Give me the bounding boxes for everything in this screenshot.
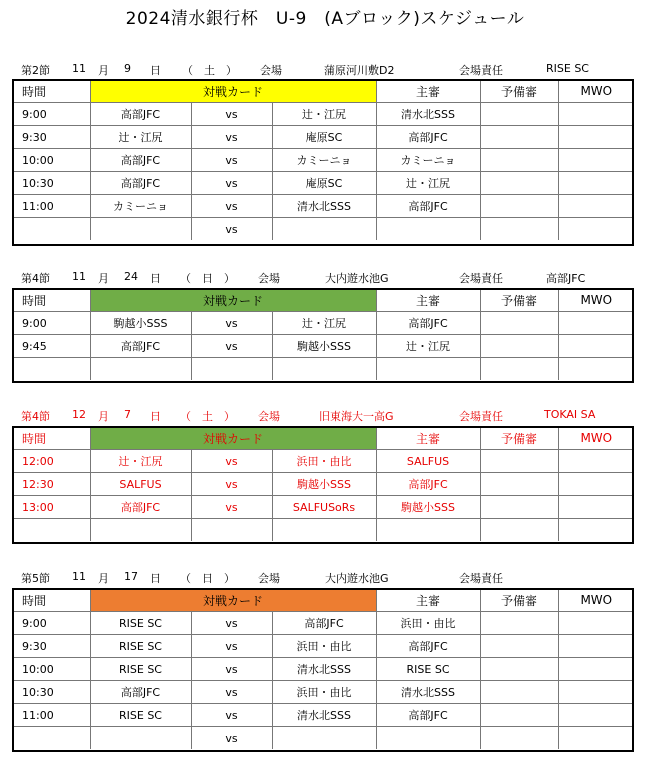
match-time: 9:30	[12, 635, 90, 658]
round-day: 24	[124, 270, 138, 283]
main-referee: SALFUS	[376, 450, 480, 473]
mwo-cell	[558, 103, 634, 126]
venue-name: 大内遊水池G	[325, 272, 389, 285]
main-referee	[376, 519, 480, 542]
day-unit: 日	[150, 272, 161, 285]
header-mwo: MWO	[558, 289, 634, 312]
round-number: 第5節	[21, 572, 50, 585]
away-team: 辻・江尻	[272, 103, 376, 126]
away-team: 清水北SSS	[272, 658, 376, 681]
match-time	[12, 519, 90, 542]
away-team: 駒越小SSS	[272, 473, 376, 496]
manager-label: 会場責任	[459, 64, 503, 77]
home-team: 高部JFC	[90, 149, 191, 172]
reserve-referee	[480, 218, 558, 241]
main-referee: 高部JFC	[376, 312, 480, 335]
round-day: 7	[124, 408, 131, 421]
away-team	[272, 519, 376, 542]
manager-label: 会場責任	[459, 272, 503, 285]
round-month: 11	[72, 570, 86, 583]
manager-label: 会場責任	[459, 572, 503, 585]
reserve-referee	[480, 103, 558, 126]
main-referee	[376, 358, 480, 381]
mwo-cell	[558, 473, 634, 496]
reserve-referee	[480, 635, 558, 658]
venue-label: 会場	[258, 410, 280, 423]
vs-label: vs	[191, 126, 272, 149]
manager-name: 高部JFC	[546, 272, 586, 285]
vs-label: vs	[191, 612, 272, 635]
header-main-ref: 主審	[376, 589, 480, 612]
mwo-cell	[558, 335, 634, 358]
round-info	[0, 62, 650, 76]
main-referee: 清水北SSS	[376, 103, 480, 126]
header-time: 時間	[22, 293, 47, 308]
round-weekday: （ 土 ）	[180, 410, 235, 423]
main-referee: 清水北SSS	[376, 681, 480, 704]
header-reserve-ref: 予備審	[480, 80, 558, 103]
header-main-ref: 主審	[376, 427, 480, 450]
day-unit: 日	[150, 410, 161, 423]
home-team: 辻・江尻	[90, 450, 191, 473]
reserve-referee	[480, 704, 558, 727]
table-row	[12, 727, 634, 750]
header-mwo: MWO	[558, 427, 634, 450]
round-month: 11	[72, 62, 86, 75]
reserve-referee	[480, 195, 558, 218]
venue-name: 旧東海大一高G	[319, 410, 394, 423]
table-row	[12, 103, 634, 126]
header-reserve-ref: 予備審	[480, 427, 558, 450]
schedule-table	[12, 589, 634, 749]
match-time: 9:00	[12, 103, 90, 126]
header-card: 対戦カード	[90, 289, 376, 312]
header-time: 時間	[22, 593, 47, 608]
vs-label	[191, 519, 272, 542]
vs-label: vs	[191, 635, 272, 658]
match-time	[12, 727, 90, 750]
mwo-cell	[558, 218, 634, 241]
round-day: 9	[124, 62, 131, 75]
table-row	[12, 126, 634, 149]
home-team	[90, 358, 191, 381]
match-time: 10:00	[12, 149, 90, 172]
home-team	[90, 519, 191, 542]
mwo-cell	[558, 195, 634, 218]
table-row	[12, 681, 634, 704]
away-team: SALFUSoRs	[272, 496, 376, 519]
away-team: 庵原SC	[272, 172, 376, 195]
table-row	[12, 312, 634, 335]
main-referee: 辻・江尻	[376, 172, 480, 195]
away-team	[272, 358, 376, 381]
mwo-cell	[558, 519, 634, 542]
match-time: 10:00	[12, 658, 90, 681]
away-team: 浜田・由比	[272, 635, 376, 658]
home-team: カミーニョ	[90, 195, 191, 218]
main-referee: 辻・江尻	[376, 335, 480, 358]
away-team: 庵原SC	[272, 126, 376, 149]
round-day: 17	[124, 570, 138, 583]
vs-label: vs	[191, 704, 272, 727]
home-team: RISE SC	[90, 658, 191, 681]
away-team: 辻・江尻	[272, 312, 376, 335]
header-card: 対戦カード	[90, 80, 376, 103]
table-row	[12, 473, 634, 496]
header-main-ref: 主審	[376, 80, 480, 103]
round-info	[0, 270, 650, 284]
round-weekday: （ 日 ）	[180, 572, 235, 585]
match-time: 11:00	[12, 704, 90, 727]
table-row	[12, 450, 634, 473]
round-info	[0, 570, 650, 584]
reserve-referee	[480, 473, 558, 496]
vs-label: vs	[191, 335, 272, 358]
reserve-referee	[480, 496, 558, 519]
venue-name: 蒲原河川敷D2	[324, 64, 395, 77]
vs-label: vs	[191, 681, 272, 704]
main-referee: 浜田・由比	[376, 612, 480, 635]
match-time	[12, 218, 90, 241]
mwo-cell	[558, 681, 634, 704]
match-time: 12:30	[12, 473, 90, 496]
vs-label: vs	[191, 473, 272, 496]
reserve-referee	[480, 727, 558, 750]
table-row	[12, 519, 634, 542]
home-team: 高部JFC	[90, 496, 191, 519]
day-unit: 日	[150, 572, 161, 585]
month-unit: 月	[98, 64, 109, 77]
round-month: 11	[72, 270, 86, 283]
table-row	[12, 218, 634, 241]
away-team: 高部JFC	[272, 612, 376, 635]
home-team: 辻・江尻	[90, 126, 191, 149]
home-team: SALFUS	[90, 473, 191, 496]
reserve-referee	[480, 612, 558, 635]
reserve-referee	[480, 172, 558, 195]
header-reserve-ref: 予備審	[480, 289, 558, 312]
mwo-cell	[558, 450, 634, 473]
header-main-ref: 主審	[376, 289, 480, 312]
table-row	[12, 704, 634, 727]
venue-label: 会場	[260, 64, 282, 77]
away-team: カミーニョ	[272, 149, 376, 172]
home-team: 高部JFC	[90, 681, 191, 704]
vs-label: vs	[191, 195, 272, 218]
schedule-table	[12, 289, 634, 380]
table-row	[12, 635, 634, 658]
mwo-cell	[558, 496, 634, 519]
away-team	[272, 727, 376, 750]
vs-label: vs	[191, 103, 272, 126]
home-team: 高部JFC	[90, 335, 191, 358]
table-row	[12, 658, 634, 681]
away-team: 浜田・由比	[272, 450, 376, 473]
home-team: RISE SC	[90, 612, 191, 635]
round-number: 第4節	[21, 410, 50, 423]
main-referee: 駒越小SSS	[376, 496, 480, 519]
round-number: 第2節	[21, 64, 50, 77]
mwo-cell	[558, 612, 634, 635]
table-row	[12, 612, 634, 635]
mwo-cell	[558, 126, 634, 149]
main-referee: カミーニョ	[376, 149, 480, 172]
month-unit: 月	[98, 572, 109, 585]
home-team: RISE SC	[90, 704, 191, 727]
away-team: 駒越小SSS	[272, 335, 376, 358]
mwo-cell	[558, 312, 634, 335]
mwo-cell	[558, 149, 634, 172]
round-month: 12	[72, 408, 86, 421]
round-info	[0, 408, 650, 422]
mwo-cell	[558, 704, 634, 727]
main-referee	[376, 218, 480, 241]
manager-label: 会場責任	[459, 410, 503, 423]
header-row	[12, 80, 634, 103]
mwo-cell	[558, 727, 634, 750]
header-mwo: MWO	[558, 80, 634, 103]
vs-label	[191, 358, 272, 381]
home-team: 高部JFC	[90, 103, 191, 126]
manager-name: TOKAI SA	[544, 408, 596, 421]
reserve-referee	[480, 658, 558, 681]
match-time: 9:45	[12, 335, 90, 358]
main-referee: 高部JFC	[376, 195, 480, 218]
mwo-cell	[558, 172, 634, 195]
mwo-cell	[558, 358, 634, 381]
round-weekday: （ 日 ）	[180, 272, 235, 285]
away-team: 清水北SSS	[272, 704, 376, 727]
reserve-referee	[480, 519, 558, 542]
header-time: 時間	[22, 84, 47, 99]
table-row	[12, 496, 634, 519]
main-referee	[376, 727, 480, 750]
reserve-referee	[480, 335, 558, 358]
match-time: 11:00	[12, 195, 90, 218]
reserve-referee	[480, 149, 558, 172]
page-title: 2024清水銀行杯 U-9 (Aブロック)スケジュール	[125, 9, 525, 29]
header-row	[12, 289, 634, 312]
vs-label: vs	[191, 658, 272, 681]
match-time: 9:30	[12, 126, 90, 149]
table-row	[12, 195, 634, 218]
round-weekday: （ 土 ）	[182, 64, 237, 77]
table-row	[12, 149, 634, 172]
match-time: 10:30	[12, 172, 90, 195]
table-row	[12, 335, 634, 358]
main-referee: 高部JFC	[376, 704, 480, 727]
header-time: 時間	[22, 431, 47, 446]
match-time: 10:30	[12, 681, 90, 704]
reserve-referee	[480, 358, 558, 381]
header-mwo: MWO	[558, 589, 634, 612]
table-row	[12, 358, 634, 381]
header-reserve-ref: 予備審	[480, 589, 558, 612]
header-row	[12, 427, 634, 450]
reserve-referee	[480, 126, 558, 149]
away-team: 浜田・由比	[272, 681, 376, 704]
header-card: 対戦カード	[90, 427, 376, 450]
round-number: 第4節	[21, 272, 50, 285]
venue-name: 大内遊水池G	[325, 572, 389, 585]
match-time: 9:00	[12, 612, 90, 635]
table-row	[12, 172, 634, 195]
reserve-referee	[480, 681, 558, 704]
mwo-cell	[558, 635, 634, 658]
home-team	[90, 218, 191, 241]
schedule-table	[12, 427, 634, 541]
vs-label: vs	[191, 450, 272, 473]
vs-label: vs	[191, 218, 272, 241]
main-referee: 高部JFC	[376, 126, 480, 149]
venue-label: 会場	[258, 272, 280, 285]
reserve-referee	[480, 312, 558, 335]
main-referee: 高部JFC	[376, 635, 480, 658]
vs-label: vs	[191, 727, 272, 750]
match-time: 12:00	[12, 450, 90, 473]
away-team: 清水北SSS	[272, 195, 376, 218]
venue-label: 会場	[258, 572, 280, 585]
vs-label: vs	[191, 312, 272, 335]
main-referee: 高部JFC	[376, 473, 480, 496]
manager-name: RISE SC	[546, 62, 589, 75]
header-row	[12, 589, 634, 612]
home-team: RISE SC	[90, 635, 191, 658]
month-unit: 月	[98, 272, 109, 285]
mwo-cell	[558, 658, 634, 681]
vs-label: vs	[191, 496, 272, 519]
reserve-referee	[480, 450, 558, 473]
match-time	[12, 358, 90, 381]
day-unit: 日	[150, 64, 161, 77]
home-team: 高部JFC	[90, 172, 191, 195]
vs-label: vs	[191, 149, 272, 172]
vs-label: vs	[191, 172, 272, 195]
header-card: 対戦カード	[90, 589, 376, 612]
schedule-table	[12, 80, 634, 240]
home-team: 駒越小SSS	[90, 312, 191, 335]
home-team	[90, 727, 191, 750]
main-referee: RISE SC	[376, 658, 480, 681]
match-time: 13:00	[12, 496, 90, 519]
away-team	[272, 218, 376, 241]
match-time: 9:00	[12, 312, 90, 335]
month-unit: 月	[98, 410, 109, 423]
